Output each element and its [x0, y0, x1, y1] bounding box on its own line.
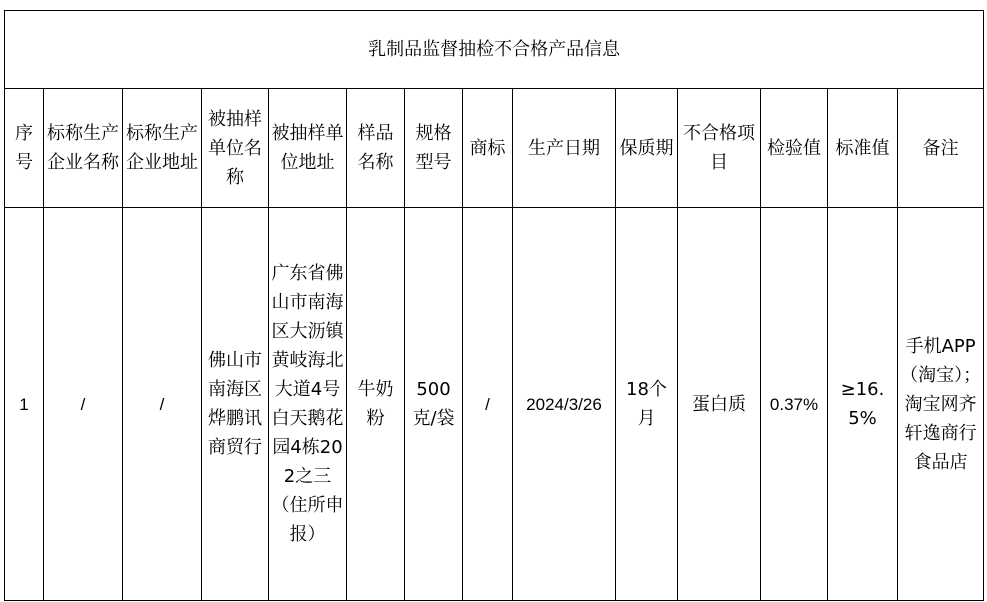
- header-serial-number: 序号: [5, 89, 44, 208]
- header-failed-item: 不合格项目: [678, 89, 761, 208]
- unqualified-products-table: [4, 10, 984, 601]
- cell-remarks: 手机APP（淘宝）；淘宝网齐轩逸商行食品店: [898, 208, 984, 601]
- cell-sample-name: 牛奶粉: [347, 208, 405, 601]
- table-title: 乳制品监督抽检不合格产品信息: [5, 11, 984, 89]
- header-standard-value: 标准值: [828, 89, 898, 208]
- cell-shelf-life: 18个月: [616, 208, 678, 601]
- header-production-date: 生产日期: [513, 89, 616, 208]
- cell-production-date: 2024/3/26: [513, 208, 616, 601]
- header-spec: 规格型号: [405, 89, 463, 208]
- cell-serial-number: 1: [5, 208, 44, 601]
- header-row: [5, 89, 984, 208]
- cell-producer-name: /: [44, 208, 123, 601]
- cell-sampled-unit-name: 佛山市南海区烨鹏讯商贸行: [202, 208, 269, 601]
- cell-spec: 500克/袋: [405, 208, 463, 601]
- cell-producer-address: /: [123, 208, 202, 601]
- cell-standard-value: ≥16.5%: [828, 208, 898, 601]
- header-trademark: 商标: [463, 89, 513, 208]
- cell-test-value: 0.37%: [761, 208, 828, 601]
- header-producer-name: 标称生产企业名称: [44, 89, 123, 208]
- header-remarks: 备注: [898, 89, 984, 208]
- header-test-value: 检验值: [761, 89, 828, 208]
- header-sample-name: 样品名称: [347, 89, 405, 208]
- header-producer-address: 标称生产企业地址: [123, 89, 202, 208]
- cell-trademark: /: [463, 208, 513, 601]
- header-shelf-life: 保质期: [616, 89, 678, 208]
- cell-failed-item: 蛋白质: [678, 208, 761, 601]
- cell-sampled-unit-address: 广东省佛山市南海区大沥镇黄岐海北大道4号白天鹅花园4栋202之三（住所申报）: [269, 208, 347, 601]
- header-sampled-unit-name: 被抽样单位名称: [202, 89, 269, 208]
- header-sampled-unit-address: 被抽样单位地址: [269, 89, 347, 208]
- table-row: [5, 208, 984, 601]
